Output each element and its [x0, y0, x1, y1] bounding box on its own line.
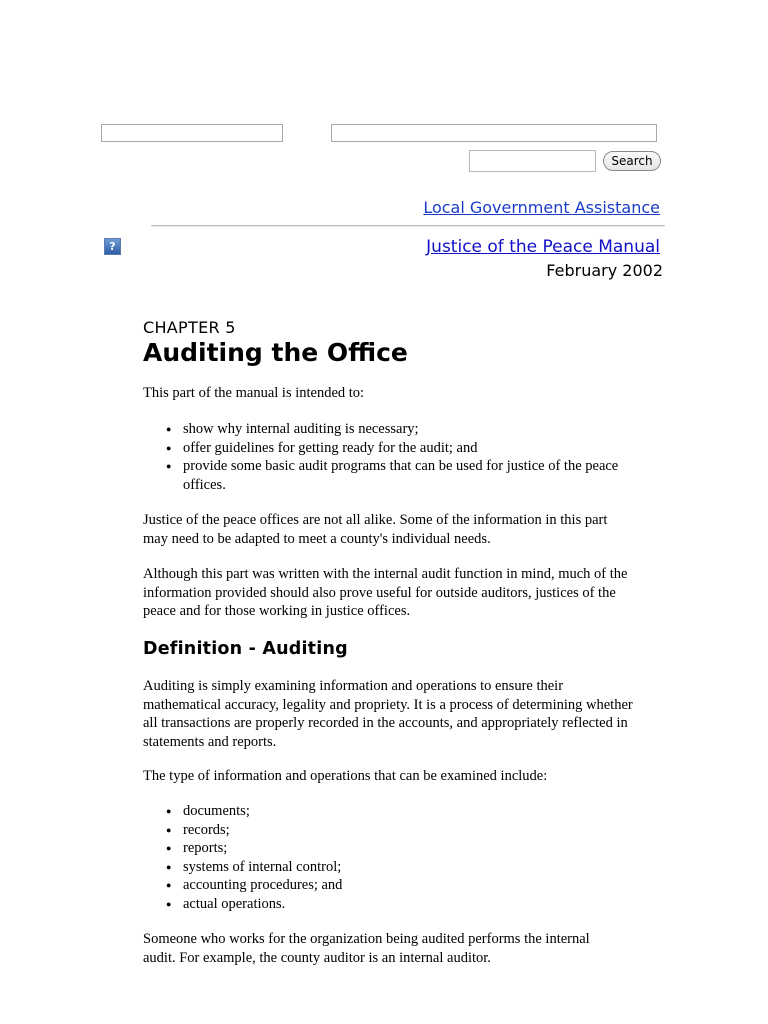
offices-not-alike-paragraph: Justice of the peace offices are not all alike. Some of the information in this part may need to be adapted to meet a county's individual needs. — [143, 512, 608, 547]
list-item: ● accounting procedures; and — [143, 876, 643, 895]
search-button[interactable]: Search — [603, 151, 661, 171]
definition-heading: Definition - Auditing — [143, 639, 348, 659]
search-input[interactable] — [469, 150, 596, 172]
top-right-field[interactable] — [331, 124, 657, 142]
intro-text: This part of the manual is intended to: — [143, 385, 365, 401]
examined-items-list — [143, 802, 643, 913]
top-left-field[interactable] — [101, 124, 283, 142]
internal-audit-paragraph: Although this part was written with the internal audit function in mind, much of the information provided should also prove useful for outside auditors, justices of the peace and for those working in justice offices. — [143, 566, 628, 619]
help-icon[interactable]: ? — [104, 238, 121, 255]
justice-of-the-peace-manual-link[interactable]: Justice of the Peace Manual — [426, 237, 660, 257]
chapter-title: Auditing the Office — [143, 338, 408, 367]
header-divider — [151, 225, 665, 227]
list-item: ● records; — [143, 821, 643, 840]
list-item: ● show why internal auditing is necessary; — [143, 420, 633, 439]
purpose-list — [143, 420, 633, 494]
chapter-label: CHAPTER 5 — [143, 318, 236, 337]
list-item: ● actual operations. — [143, 895, 643, 914]
list-item: ● reports; — [143, 839, 643, 858]
list-item: ● systems of internal control; — [143, 858, 643, 877]
publication-date: February 2002 — [546, 261, 663, 280]
local-government-assistance-link[interactable]: Local Government Assistance — [423, 198, 660, 217]
list-item: ● offer guidelines for getting ready for the audit; and — [143, 439, 633, 458]
list-item: ● documents; — [143, 802, 643, 821]
internal-auditor-paragraph: Someone who works for the organization being audited performs the internal audit. For example, the county auditor is an internal auditor. — [143, 931, 590, 966]
type-intro-text: The type of information and operations that can be examined include: — [143, 768, 548, 784]
list-item: ● provide some basic audit programs that can be used for justice of the peace offices. — [143, 457, 633, 494]
definition-paragraph: Auditing is simply examining information and operations to ensure their mathematical accuracy, legality and propriety. It is a process of determining whether all transactions are properly recorded in the accounts, and appropriately reflected in statements and reports. — [143, 678, 633, 750]
